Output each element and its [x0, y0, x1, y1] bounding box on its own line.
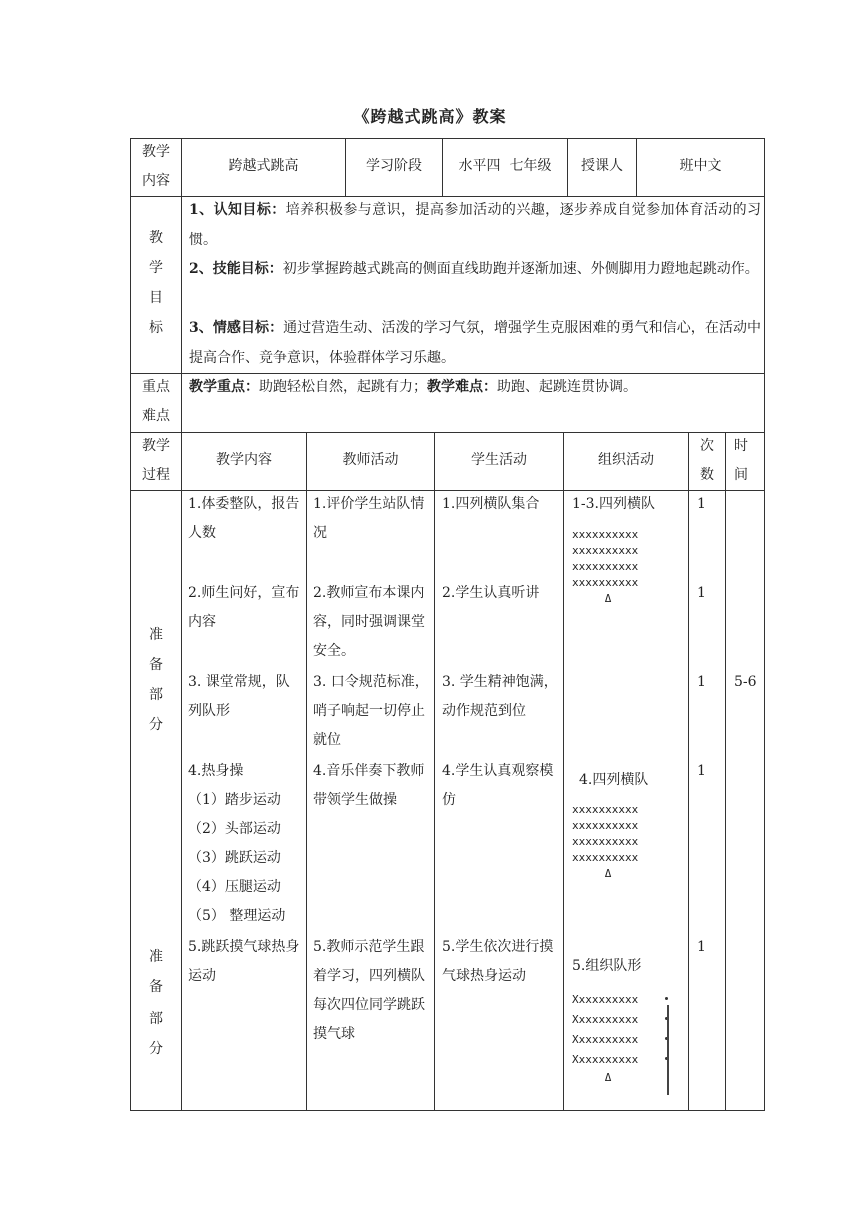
label-teacher: 授课人 [581, 158, 623, 174]
goal-cognitive-head: 1、认知目标： [189, 202, 286, 218]
key-text-1: 助跑轻松自然，起跳有力； [259, 379, 427, 395]
r4-student: 4.学生认真观察模仿 [442, 763, 554, 808]
formation-b-row: xxxxxxxxxx [572, 835, 639, 848]
col-header-times: 次 数 [700, 438, 714, 483]
label-goals-3: 目 [149, 290, 163, 306]
key-head-1: 教学重点： [189, 379, 259, 395]
formation-b-row: xxxxxxxxxx [572, 803, 639, 816]
learning-stage-value: 水平四 七年级 [458, 158, 552, 174]
teacher-value: 班中文 [679, 158, 722, 174]
section-label-2c: 部 [149, 1011, 163, 1027]
col-header-teacher: 教师活动 [342, 452, 399, 468]
section-label-1c: 部 [149, 687, 163, 703]
teacher-symbol: Δ [604, 1071, 612, 1084]
formation-a [572, 527, 644, 607]
row-divider [130, 432, 765, 433]
col-header-content: 教学内容 [216, 452, 272, 468]
goal-cognitive-text: 培养积极参与意识，提高参加活动的兴趣，逐步养成自觉参加体育活动的习惯。 [189, 202, 762, 248]
goal-skill [189, 255, 761, 285]
label-learning-stage: 学习阶段 [366, 158, 422, 174]
key-points [189, 373, 761, 402]
r1-student: 1.四列横队集合 [442, 496, 540, 512]
r4-teacher: 4.音乐伴奏下教师带领学生做操 [313, 763, 425, 808]
teacher-symbol: Δ [604, 592, 612, 605]
r1-teacher: 1.评价学生站队情况 [313, 496, 425, 541]
formation-b [572, 802, 644, 882]
goal-skill-head: 2、技能目标： [189, 261, 283, 277]
r3-time: 5-6 [734, 674, 757, 690]
col-divider [434, 432, 435, 1111]
section-label-2a: 准 [149, 949, 163, 965]
col-divider [725, 432, 726, 1111]
r4-content: 4.热身操 [188, 763, 244, 779]
r2-times: 1 [697, 585, 706, 601]
formation-c-row: Xxxxxxxxxx [572, 993, 639, 1006]
label-teaching-content: 教学 内容 [142, 144, 170, 189]
label-process: 教学 过程 [142, 438, 170, 483]
r2-teacher: 2.教师宣布本课内容，同时强调课堂安全。 [313, 585, 425, 659]
formation-b-row: xxxxxxxxxx [572, 819, 639, 832]
r3-teacher: 3. 口令规范标准，哨子响起一切停止就位 [313, 674, 429, 748]
balloon-marker [665, 997, 668, 1000]
teacher-symbol: Δ [604, 867, 612, 880]
r4-sub-5: （5） 整理运动 [188, 908, 286, 924]
formation-c [572, 990, 644, 1086]
label-goals-1: 教 [149, 230, 163, 246]
r5-content: 5.跳跃摸气球热身运动 [188, 939, 300, 984]
formation-c-row: Xxxxxxxxxx [572, 1033, 639, 1046]
balloon-line [667, 1005, 669, 1095]
section-label-2d: 分 [149, 1041, 163, 1057]
formation-a-row: xxxxxxxxxx [572, 560, 639, 573]
r4-times: 1 [697, 763, 706, 779]
goal-emotional-head: 3、情感目标： [189, 320, 284, 336]
label-key-points: 重点 难点 [142, 379, 170, 424]
table-border-right [764, 138, 765, 1111]
r2-content: 2.师生问好，宣布内容 [188, 585, 300, 630]
r5-times: 1 [697, 939, 706, 955]
goal-emotional-text: 通过营造生动、活泼的学习气氛，增强学生克服困难的勇气和信心，在活动中提高合作、竞争意识，体验群体学习乐趣。 [189, 320, 761, 366]
col-divider [563, 432, 564, 1111]
r3-content: 3. 课堂常规，队列队形 [188, 674, 290, 719]
r5-teacher: 5.教师示范学生跟着学习，四列横队每次四位同学跳跃摸气球 [313, 939, 425, 1042]
formation-a-row: xxxxxxxxxx [572, 528, 639, 541]
formation-a-row: xxxxxxxxxx [572, 544, 639, 557]
section-label-2b: 备 [149, 979, 163, 995]
formation-c-row: Xxxxxxxxxx [572, 1053, 639, 1066]
document-title: 《跨越式跳高》教案 [353, 107, 507, 126]
key-head-2: 教学难点： [427, 379, 497, 395]
col-divider [181, 138, 182, 1111]
r1-org: 1-3.四列横队 [572, 496, 655, 512]
key-text-2: 助跑、起跳连贯协调。 [497, 379, 637, 395]
formation-b-row: xxxxxxxxxx [572, 851, 639, 864]
formation-a-row: xxxxxxxxxx [572, 576, 639, 589]
r3-student: 3. 学生精神饱满，动作规范到位 [442, 674, 558, 719]
label-goals-4: 标 [149, 320, 163, 336]
r1-times: 1 [697, 496, 706, 512]
col-header-time: 时 间 [734, 438, 748, 483]
r5-org: 5.组织队形 [572, 958, 642, 974]
r5-student: 5.学生依次进行摸气球热身运动 [442, 939, 554, 984]
r4-sub-4: （4）压腿运动 [188, 879, 281, 895]
col-divider [688, 432, 689, 1111]
teaching-content-value: 跨越式跳高 [228, 158, 299, 174]
r3-times: 1 [697, 674, 706, 690]
table-border-bottom [130, 1110, 765, 1111]
col-header-student: 学生活动 [471, 452, 527, 468]
section-label-1a: 准 [149, 627, 163, 643]
goal-skill-text: 初步掌握跨越式跳高的侧面直线助跑并逐渐加速、外侧脚用力蹬地起跳动作。 [282, 261, 759, 277]
r4-org: 4.四列横队 [579, 772, 649, 788]
col-header-org: 组织活动 [598, 452, 654, 468]
section-label-1b: 备 [149, 657, 163, 673]
goal-emotional [189, 314, 761, 373]
table-border-top [130, 138, 765, 139]
r4-sub-2: （2）头部运动 [188, 821, 281, 837]
label-goals-2: 学 [149, 260, 163, 276]
col-divider [306, 432, 307, 1111]
r4-sub-3: （3）跳跃运动 [188, 850, 281, 866]
r4-sub-1: （1）踏步运动 [188, 792, 281, 808]
r1-content: 1.体委整队，报告人数 [188, 496, 300, 541]
section-label-1d: 分 [149, 717, 163, 733]
r2-student: 2.学生认真听讲 [442, 585, 540, 601]
formation-c-row: Xxxxxxxxxx [572, 1013, 639, 1026]
goal-cognitive [189, 196, 761, 255]
